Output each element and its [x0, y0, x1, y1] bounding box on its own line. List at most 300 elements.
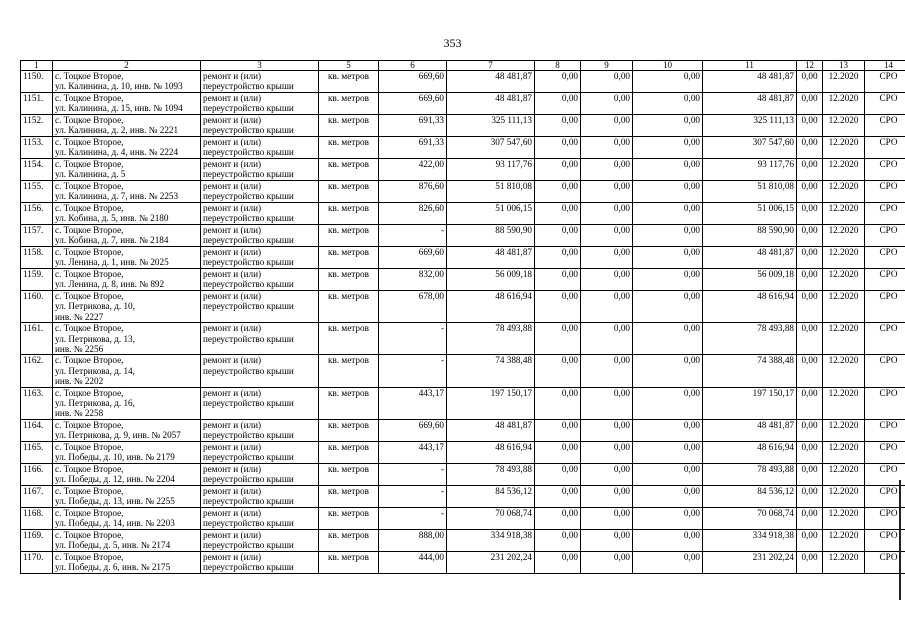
- column-number-header: 3: [201, 61, 319, 71]
- address-cell-line: ул. Петрикова, д. 13,: [55, 333, 135, 344]
- address-cell-line: с. Тоцкое Второе,: [55, 419, 124, 430]
- col10-cell: 0,00: [633, 507, 703, 529]
- area-cell: -: [379, 485, 447, 507]
- row-number: 1154.: [21, 159, 53, 181]
- address-cell: [53, 441, 201, 463]
- table-row: [21, 181, 905, 203]
- row-number: 1165.: [21, 441, 53, 463]
- total-cell: 48 481,87: [703, 93, 797, 115]
- col12-cell: 0,00: [797, 355, 823, 387]
- unit-cell: кв. метров: [319, 485, 379, 507]
- col10-cell: 0,00: [633, 71, 703, 93]
- source-cell: СРО: [865, 507, 905, 529]
- col8-cell: 0,00: [535, 507, 581, 529]
- area-cell: 678,00: [379, 291, 447, 323]
- col12-cell: 0,00: [797, 269, 823, 291]
- col8-cell: 0,00: [535, 419, 581, 441]
- address-cell-line: ул. Победы, д. 13, инв. № 2255: [55, 496, 175, 507]
- source-cell: СРО: [865, 529, 905, 551]
- work-type-cell-line: переустройство крыши: [203, 257, 294, 268]
- amount-cell: 51 006,15: [447, 203, 535, 225]
- amount-cell: 307 547,60: [447, 137, 535, 159]
- address-cell-line: ул. Калинина, д. 5: [55, 169, 126, 180]
- col8-cell: 0,00: [535, 387, 581, 419]
- col12-cell: 0,00: [797, 203, 823, 225]
- work-type-cell: [201, 485, 319, 507]
- row-number: 1157.: [21, 225, 53, 247]
- work-type-cell: [201, 269, 319, 291]
- amount-cell: 48 616,94: [447, 291, 535, 323]
- amount-cell: 88 590,90: [447, 225, 535, 247]
- table-row: [21, 485, 905, 507]
- unit-cell: кв. метров: [319, 507, 379, 529]
- address-cell-line: с. Тоцкое Второе,: [55, 159, 124, 169]
- work-type-cell: [201, 507, 319, 529]
- col8-cell: 0,00: [535, 247, 581, 269]
- work-type-cell-line: переустройство крыши: [203, 279, 294, 290]
- amount-cell: 325 111,13: [447, 115, 535, 137]
- page-number: 353: [443, 36, 462, 50]
- address-cell-line: ул. Петрикова, д. 14,: [55, 365, 135, 376]
- source-cell: СРО: [865, 115, 905, 137]
- col8-cell: 0,00: [535, 323, 581, 355]
- total-cell: 51 006,15: [703, 203, 797, 225]
- unit-cell: кв. метров: [319, 291, 379, 323]
- work-type-cell: [201, 387, 319, 419]
- work-type-cell-line: переустройство крыши: [203, 398, 294, 409]
- unit-cell: кв. метров: [319, 247, 379, 269]
- work-type-cell: [201, 551, 319, 573]
- work-type-cell-line: ремонт и (или): [203, 291, 262, 301]
- source-cell: СРО: [865, 71, 905, 93]
- work-type-cell-line: ремонт и (или): [203, 225, 262, 235]
- work-type-cell: [201, 463, 319, 485]
- area-cell: 422,00: [379, 159, 447, 181]
- col8-cell: 0,00: [535, 463, 581, 485]
- address-cell-line: инв. № 2202: [55, 376, 104, 387]
- address-cell-line: с. Тоцкое Второе,: [55, 247, 124, 257]
- source-cell: СРО: [865, 159, 905, 181]
- column-number-header: 14: [865, 61, 905, 71]
- row-number: 1162.: [21, 355, 53, 387]
- unit-cell: кв. метров: [319, 115, 379, 137]
- col8-cell: 0,00: [535, 291, 581, 323]
- area-cell: -: [379, 507, 447, 529]
- address-cell: [53, 551, 201, 573]
- date-cell: 12.2020: [823, 323, 865, 355]
- table-row: [21, 529, 905, 551]
- col10-cell: 0,00: [633, 551, 703, 573]
- column-number-header: 10: [633, 61, 703, 71]
- area-cell: 832,00: [379, 269, 447, 291]
- address-cell-line: инв. № 2227: [55, 311, 104, 322]
- table-row: [21, 269, 905, 291]
- address-cell-line: ул. Победы, д. 10, инв. № 2179: [55, 452, 175, 463]
- address-cell: [53, 323, 201, 355]
- col9-cell: 0,00: [581, 269, 633, 291]
- column-number-header: 11: [703, 61, 797, 71]
- source-cell: СРО: [865, 269, 905, 291]
- amount-cell: 48 481,87: [447, 93, 535, 115]
- address-cell-line: с. Тоцкое Второе,: [55, 181, 124, 191]
- unit-cell: кв. метров: [319, 441, 379, 463]
- amount-cell: 78 493,88: [447, 463, 535, 485]
- amount-cell: 48 481,87: [447, 71, 535, 93]
- column-number-header: 7: [447, 61, 535, 71]
- col8-cell: 0,00: [535, 71, 581, 93]
- date-cell: 12.2020: [823, 181, 865, 203]
- unit-cell: кв. метров: [319, 355, 379, 387]
- table-row: [21, 419, 905, 441]
- address-cell-line: с. Тоцкое Второе,: [55, 225, 124, 235]
- work-type-cell-line: ремонт и (или): [203, 71, 262, 81]
- table-row: [21, 115, 905, 137]
- col10-cell: 0,00: [633, 203, 703, 225]
- col9-cell: 0,00: [581, 137, 633, 159]
- amount-cell: 334 918,38: [447, 529, 535, 551]
- amount-cell: 197 150,17: [447, 387, 535, 419]
- address-cell-line: с. Тоцкое Второе,: [55, 355, 124, 366]
- address-cell: [53, 529, 201, 551]
- col9-cell: 0,00: [581, 247, 633, 269]
- work-type-cell-line: переустройство крыши: [203, 301, 294, 312]
- date-cell: 12.2020: [823, 529, 865, 551]
- work-type-cell-line: ремонт и (или): [203, 441, 262, 452]
- source-cell: СРО: [865, 93, 905, 115]
- area-cell: -: [379, 355, 447, 387]
- col12-cell: 0,00: [797, 507, 823, 529]
- work-type-cell-line: переустройство крыши: [203, 125, 294, 136]
- work-type-cell-line: ремонт и (или): [203, 247, 262, 257]
- unit-cell: кв. метров: [319, 419, 379, 441]
- work-type-cell-line: ремонт и (или): [203, 203, 262, 213]
- address-cell: [53, 485, 201, 507]
- work-type-cell-line: переустройство крыши: [203, 81, 294, 92]
- col12-cell: 0,00: [797, 387, 823, 419]
- work-type-cell-line: ремонт и (или): [203, 419, 262, 430]
- row-number: 1156.: [21, 203, 53, 225]
- source-cell: СРО: [865, 291, 905, 323]
- unit-cell: кв. метров: [319, 323, 379, 355]
- total-cell: 197 150,17: [703, 387, 797, 419]
- column-number-row: [21, 61, 905, 71]
- date-cell: 12.2020: [823, 71, 865, 93]
- source-cell: СРО: [865, 181, 905, 203]
- address-cell-line: ул. Кобина, д. 5, инв. № 2180: [55, 213, 169, 224]
- col8-cell: 0,00: [535, 225, 581, 247]
- source-cell: СРО: [865, 419, 905, 441]
- table-row: [21, 137, 905, 159]
- col12-cell: 0,00: [797, 159, 823, 181]
- source-cell: СРО: [865, 485, 905, 507]
- address-cell-line: с. Тоцкое Второе,: [55, 137, 124, 147]
- col12-cell: 0,00: [797, 529, 823, 551]
- date-cell: 12.2020: [823, 463, 865, 485]
- col10-cell: 0,00: [633, 463, 703, 485]
- work-type-cell: [201, 137, 319, 159]
- address-cell-line: с. Тоцкое Второе,: [55, 291, 124, 301]
- table-row: [21, 93, 905, 115]
- table-row: [21, 247, 905, 269]
- work-type-cell-line: ремонт и (или): [203, 137, 262, 147]
- amount-cell: 93 117,76: [447, 159, 535, 181]
- address-cell-line: ул. Ленина, д. 1, инв. № 2025: [55, 257, 169, 268]
- row-number: 1163.: [21, 387, 53, 419]
- address-cell: [53, 387, 201, 419]
- address-cell: [53, 507, 201, 529]
- col10-cell: 0,00: [633, 441, 703, 463]
- col12-cell: 0,00: [797, 137, 823, 159]
- work-type-cell: [201, 529, 319, 551]
- work-type-cell-line: ремонт и (или): [203, 181, 262, 191]
- address-cell-line: с. Тоцкое Второе,: [55, 551, 124, 562]
- total-cell: 307 547,60: [703, 137, 797, 159]
- col12-cell: 0,00: [797, 181, 823, 203]
- area-cell: 691,33: [379, 137, 447, 159]
- address-cell-line: ул. Кобина, д. 7, инв. № 2184: [55, 235, 169, 246]
- row-number: 1151.: [21, 93, 53, 115]
- work-type-cell-line: ремонт и (или): [203, 93, 262, 103]
- table-row: [21, 463, 905, 485]
- table-row: [21, 323, 905, 355]
- col10-cell: 0,00: [633, 225, 703, 247]
- col10-cell: 0,00: [633, 529, 703, 551]
- address-cell-line: с. Тоцкое Второе,: [55, 507, 124, 518]
- address-cell: [53, 203, 201, 225]
- unit-cell: кв. метров: [319, 551, 379, 573]
- work-type-cell-line: переустройство крыши: [203, 430, 294, 441]
- date-cell: 12.2020: [823, 291, 865, 323]
- col12-cell: 0,00: [797, 247, 823, 269]
- address-cell: [53, 269, 201, 291]
- col12-cell: 0,00: [797, 291, 823, 323]
- date-cell: 12.2020: [823, 551, 865, 573]
- amount-cell: 74 388,48: [447, 355, 535, 387]
- col12-cell: 0,00: [797, 93, 823, 115]
- source-cell: СРО: [865, 247, 905, 269]
- col10-cell: 0,00: [633, 93, 703, 115]
- col9-cell: 0,00: [581, 551, 633, 573]
- address-cell: [53, 355, 201, 387]
- col8-cell: 0,00: [535, 269, 581, 291]
- row-number: 1150.: [21, 71, 53, 93]
- work-type-cell-line: переустройство крыши: [203, 474, 294, 485]
- address-cell-line: ул. Победы, д. 6, инв. № 2175: [55, 562, 171, 573]
- address-cell-line: ул. Калинина, д. 7, инв. № 2253: [55, 191, 179, 202]
- total-cell: 56 009,18: [703, 269, 797, 291]
- col9-cell: 0,00: [581, 181, 633, 203]
- work-type-cell-line: переустройство крыши: [203, 103, 294, 114]
- work-type-cell-line: ремонт и (или): [203, 529, 262, 540]
- date-cell: 12.2020: [823, 387, 865, 419]
- date-cell: 12.2020: [823, 355, 865, 387]
- source-cell: СРО: [865, 551, 905, 573]
- work-type-cell-line: переустройство крыши: [203, 147, 294, 158]
- address-cell-line: с. Тоцкое Второе,: [55, 387, 124, 398]
- area-cell: 876,60: [379, 181, 447, 203]
- col10-cell: 0,00: [633, 137, 703, 159]
- col8-cell: 0,00: [535, 551, 581, 573]
- unit-cell: кв. метров: [319, 463, 379, 485]
- row-number: 1168.: [21, 507, 53, 529]
- source-cell: СРО: [865, 137, 905, 159]
- amount-cell: 231 202,24: [447, 551, 535, 573]
- table-row: [21, 355, 905, 387]
- address-cell: [53, 291, 201, 323]
- work-type-cell-line: ремонт и (или): [203, 355, 262, 366]
- date-cell: 12.2020: [823, 269, 865, 291]
- column-number-header: 12: [797, 61, 823, 71]
- work-type-cell: [201, 115, 319, 137]
- total-cell: 78 493,88: [703, 323, 797, 355]
- address-cell-line: ул. Калинина, д. 2, инв. № 2221: [55, 125, 179, 136]
- col8-cell: 0,00: [535, 355, 581, 387]
- total-cell: 51 810,08: [703, 181, 797, 203]
- address-cell-line: с. Тоцкое Второе,: [55, 115, 124, 125]
- total-cell: 48 481,87: [703, 71, 797, 93]
- col9-cell: 0,00: [581, 463, 633, 485]
- area-cell: -: [379, 225, 447, 247]
- area-cell: 443,17: [379, 387, 447, 419]
- address-cell-line: инв. № 2256: [55, 344, 104, 355]
- work-type-cell-line: ремонт и (или): [203, 159, 262, 169]
- repair-schedule-table: [20, 60, 905, 574]
- col9-cell: 0,00: [581, 159, 633, 181]
- address-cell-line: ул. Победы, д. 14, инв. № 2203: [55, 518, 175, 529]
- table-body: [21, 71, 905, 574]
- work-type-cell-line: переустройство крыши: [203, 562, 294, 573]
- scan-edge-line: [899, 480, 901, 600]
- address-cell-line: с. Тоцкое Второе,: [55, 463, 124, 474]
- area-cell: 444,00: [379, 551, 447, 573]
- area-cell: 691,33: [379, 115, 447, 137]
- address-cell-line: с. Тоцкое Второе,: [55, 71, 124, 81]
- col12-cell: 0,00: [797, 463, 823, 485]
- column-number-header: 2: [53, 61, 201, 71]
- address-cell: [53, 115, 201, 137]
- total-cell: 93 117,76: [703, 159, 797, 181]
- amount-cell: 48 481,87: [447, 419, 535, 441]
- work-type-cell-line: ремонт и (или): [203, 269, 262, 279]
- work-type-cell-line: переустройство крыши: [203, 540, 294, 551]
- address-cell: [53, 247, 201, 269]
- amount-cell: 48 616,94: [447, 441, 535, 463]
- total-cell: 334 918,38: [703, 529, 797, 551]
- row-number: 1167.: [21, 485, 53, 507]
- total-cell: 74 388,48: [703, 355, 797, 387]
- work-type-cell: [201, 203, 319, 225]
- date-cell: 12.2020: [823, 419, 865, 441]
- col9-cell: 0,00: [581, 323, 633, 355]
- source-cell: СРО: [865, 225, 905, 247]
- col9-cell: 0,00: [581, 291, 633, 323]
- date-cell: 12.2020: [823, 137, 865, 159]
- amount-cell: 78 493,88: [447, 323, 535, 355]
- address-cell-line: с. Тоцкое Второе,: [55, 93, 124, 103]
- col9-cell: 0,00: [581, 225, 633, 247]
- area-cell: 826,60: [379, 203, 447, 225]
- col9-cell: 0,00: [581, 355, 633, 387]
- address-cell: [53, 463, 201, 485]
- date-cell: 12.2020: [823, 247, 865, 269]
- column-number-header: 1: [21, 61, 53, 71]
- work-type-cell-line: ремонт и (или): [203, 485, 262, 496]
- col9-cell: 0,00: [581, 115, 633, 137]
- work-type-cell: [201, 159, 319, 181]
- address-cell-line: ул. Ленина, д. 8, инв. № 892: [55, 279, 165, 290]
- area-cell: -: [379, 323, 447, 355]
- row-number: 1166.: [21, 463, 53, 485]
- address-cell-line: с. Тоцкое Второе,: [55, 529, 124, 540]
- col8-cell: 0,00: [535, 485, 581, 507]
- date-cell: 12.2020: [823, 115, 865, 137]
- work-type-cell-line: ремонт и (или): [203, 463, 262, 474]
- work-type-cell: [201, 355, 319, 387]
- date-cell: 12.2020: [823, 507, 865, 529]
- address-cell-line: с. Тоцкое Второе,: [55, 323, 124, 334]
- work-type-cell-line: переустройство крыши: [203, 213, 294, 224]
- date-cell: 12.2020: [823, 203, 865, 225]
- col9-cell: 0,00: [581, 441, 633, 463]
- col10-cell: 0,00: [633, 485, 703, 507]
- work-type-cell-line: ремонт и (или): [203, 323, 262, 334]
- area-cell: 669,60: [379, 419, 447, 441]
- total-cell: 325 111,13: [703, 115, 797, 137]
- area-cell: 669,60: [379, 71, 447, 93]
- col12-cell: 0,00: [797, 485, 823, 507]
- address-cell-line: с. Тоцкое Второе,: [55, 203, 124, 213]
- date-cell: 12.2020: [823, 441, 865, 463]
- work-type-cell: [201, 323, 319, 355]
- col10-cell: 0,00: [633, 419, 703, 441]
- row-number: 1158.: [21, 247, 53, 269]
- work-type-cell-line: переустройство крыши: [203, 452, 294, 463]
- unit-cell: кв. метров: [319, 93, 379, 115]
- table-row: [21, 551, 905, 573]
- col10-cell: 0,00: [633, 355, 703, 387]
- col9-cell: 0,00: [581, 387, 633, 419]
- col10-cell: 0,00: [633, 269, 703, 291]
- amount-cell: 51 810,08: [447, 181, 535, 203]
- total-cell: 70 068,74: [703, 507, 797, 529]
- date-cell: 12.2020: [823, 485, 865, 507]
- address-cell: [53, 137, 201, 159]
- column-number-header: 9: [581, 61, 633, 71]
- unit-cell: кв. метров: [319, 387, 379, 419]
- work-type-cell-line: переустройство крыши: [203, 518, 294, 529]
- source-cell: СРО: [865, 203, 905, 225]
- work-type-cell: [201, 93, 319, 115]
- work-type-cell-line: ремонт и (или): [203, 115, 262, 125]
- col12-cell: 0,00: [797, 115, 823, 137]
- area-cell: -: [379, 463, 447, 485]
- col9-cell: 0,00: [581, 507, 633, 529]
- date-cell: 12.2020: [823, 159, 865, 181]
- col12-cell: 0,00: [797, 551, 823, 573]
- source-cell: СРО: [865, 463, 905, 485]
- column-number-header: 5: [319, 61, 379, 71]
- col9-cell: 0,00: [581, 485, 633, 507]
- amount-cell: 48 481,87: [447, 247, 535, 269]
- table-row: [21, 387, 905, 419]
- total-cell: 78 493,88: [703, 463, 797, 485]
- unit-cell: кв. метров: [319, 529, 379, 551]
- total-cell: 84 536,12: [703, 485, 797, 507]
- unit-cell: кв. метров: [319, 159, 379, 181]
- amount-cell: 70 068,74: [447, 507, 535, 529]
- area-cell: 443,17: [379, 441, 447, 463]
- column-number-header: 8: [535, 61, 581, 71]
